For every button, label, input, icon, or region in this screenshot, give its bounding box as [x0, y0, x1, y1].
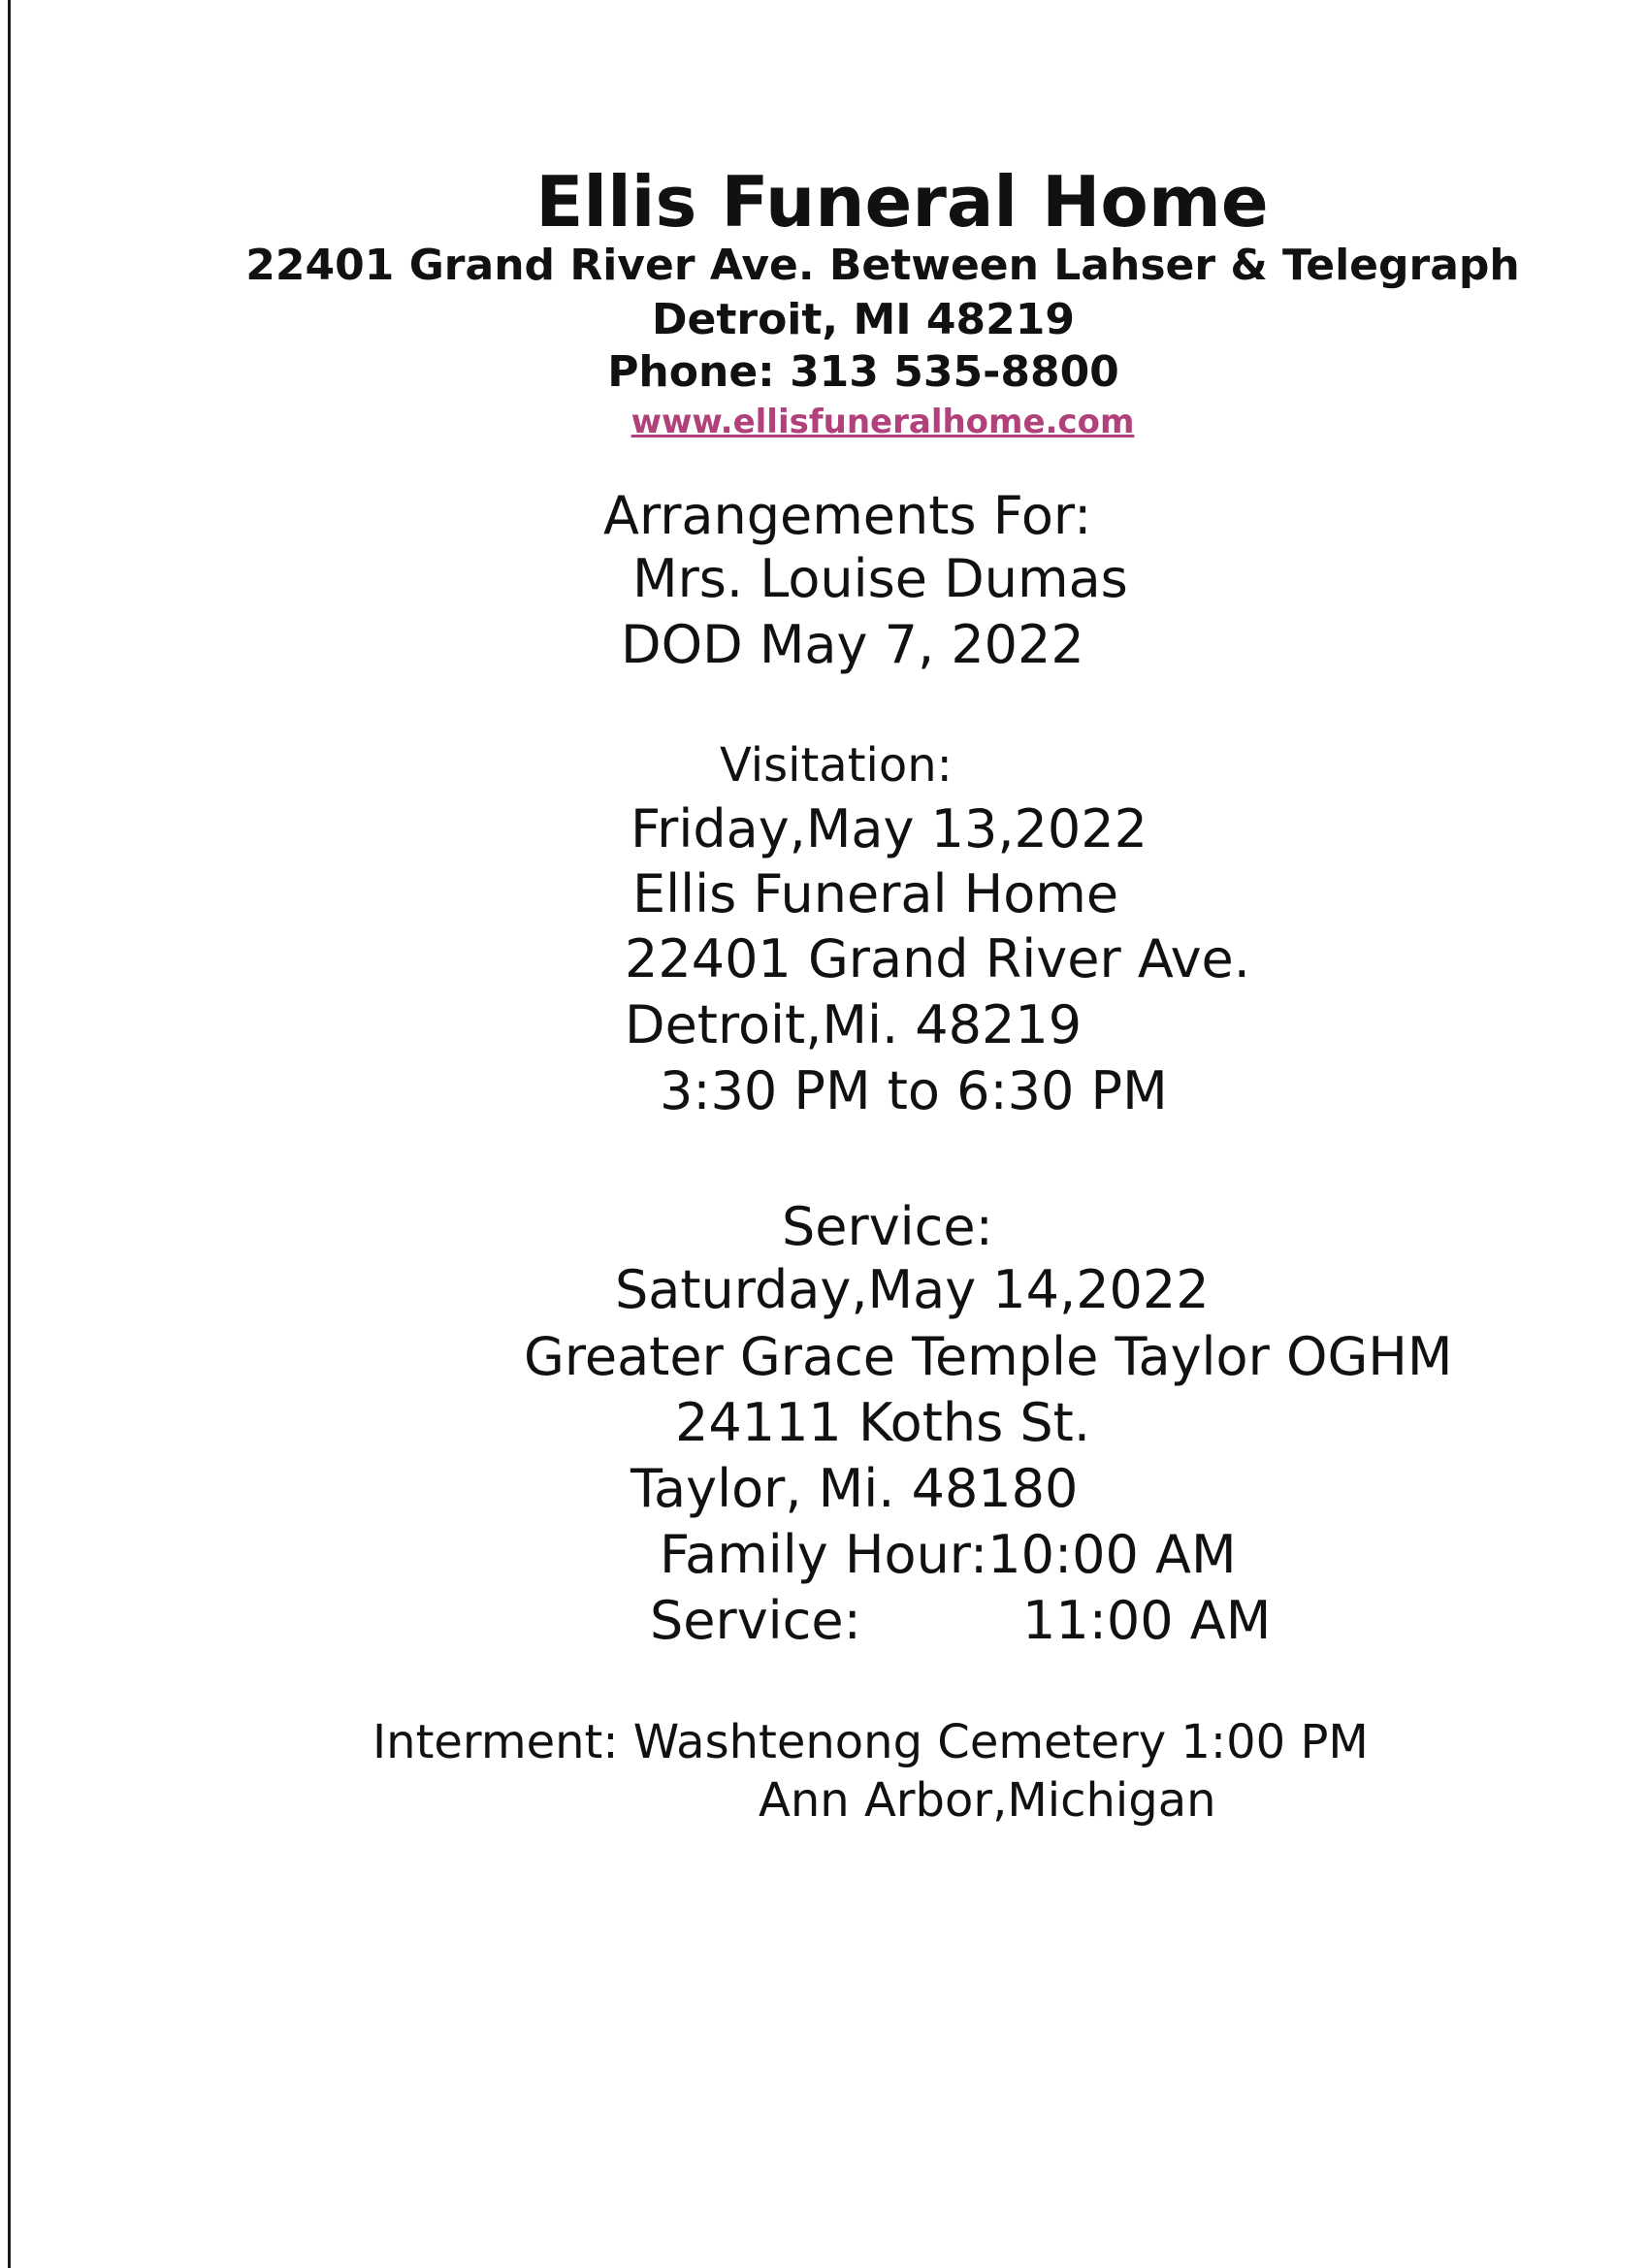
- visitation-venue: Ellis Funeral Home: [632, 863, 1119, 924]
- service-label: Service:: [782, 1196, 993, 1257]
- funeral-home-phone: Phone: 313 535-8800: [607, 347, 1119, 397]
- funeral-home-website-link[interactable]: www.ellisfuneralhome.com: [630, 403, 1135, 441]
- funeral-home-address: 22401 Grand River Ave. Between Lahser & Telegraph: [245, 241, 1520, 290]
- arrangements-label: Arrangements For:: [603, 485, 1092, 546]
- family-hour: Family Hour:10:00 AM: [660, 1524, 1237, 1585]
- service-street: 24111 Koths St.: [675, 1392, 1091, 1453]
- service-date: Saturday,May 14,2022: [615, 1259, 1210, 1320]
- funeral-home-title: Ellis Funeral Home: [535, 161, 1269, 243]
- date-of-death: DOD May 7, 2022: [621, 614, 1084, 675]
- interment-line: Interment: Washtenong Cemetery 1:00 PM: [372, 1715, 1369, 1769]
- service-venue: Greater Grace Temple Taylor OGHM: [524, 1326, 1453, 1387]
- visitation-street: 22401 Grand River Ave.: [625, 928, 1250, 989]
- service-time-label: Service:: [650, 1590, 861, 1651]
- interment-location: Ann Arbor,Michigan: [759, 1773, 1216, 1828]
- visitation-time: 3:30 PM to 6:30 PM: [660, 1060, 1168, 1121]
- service-time: 11:00 AM: [1022, 1590, 1272, 1651]
- deceased-name: Mrs. Louise Dumas: [632, 548, 1128, 609]
- visitation-city: Detroit,Mi. 48219: [625, 994, 1083, 1055]
- visitation-label: Visitation:: [720, 738, 953, 793]
- visitation-date: Friday,May 13,2022: [630, 798, 1148, 859]
- service-city: Taylor, Mi. 48180: [630, 1458, 1079, 1519]
- funeral-home-city: Detroit, MI 48219: [651, 295, 1076, 344]
- scan-edge-line: [8, 0, 11, 2268]
